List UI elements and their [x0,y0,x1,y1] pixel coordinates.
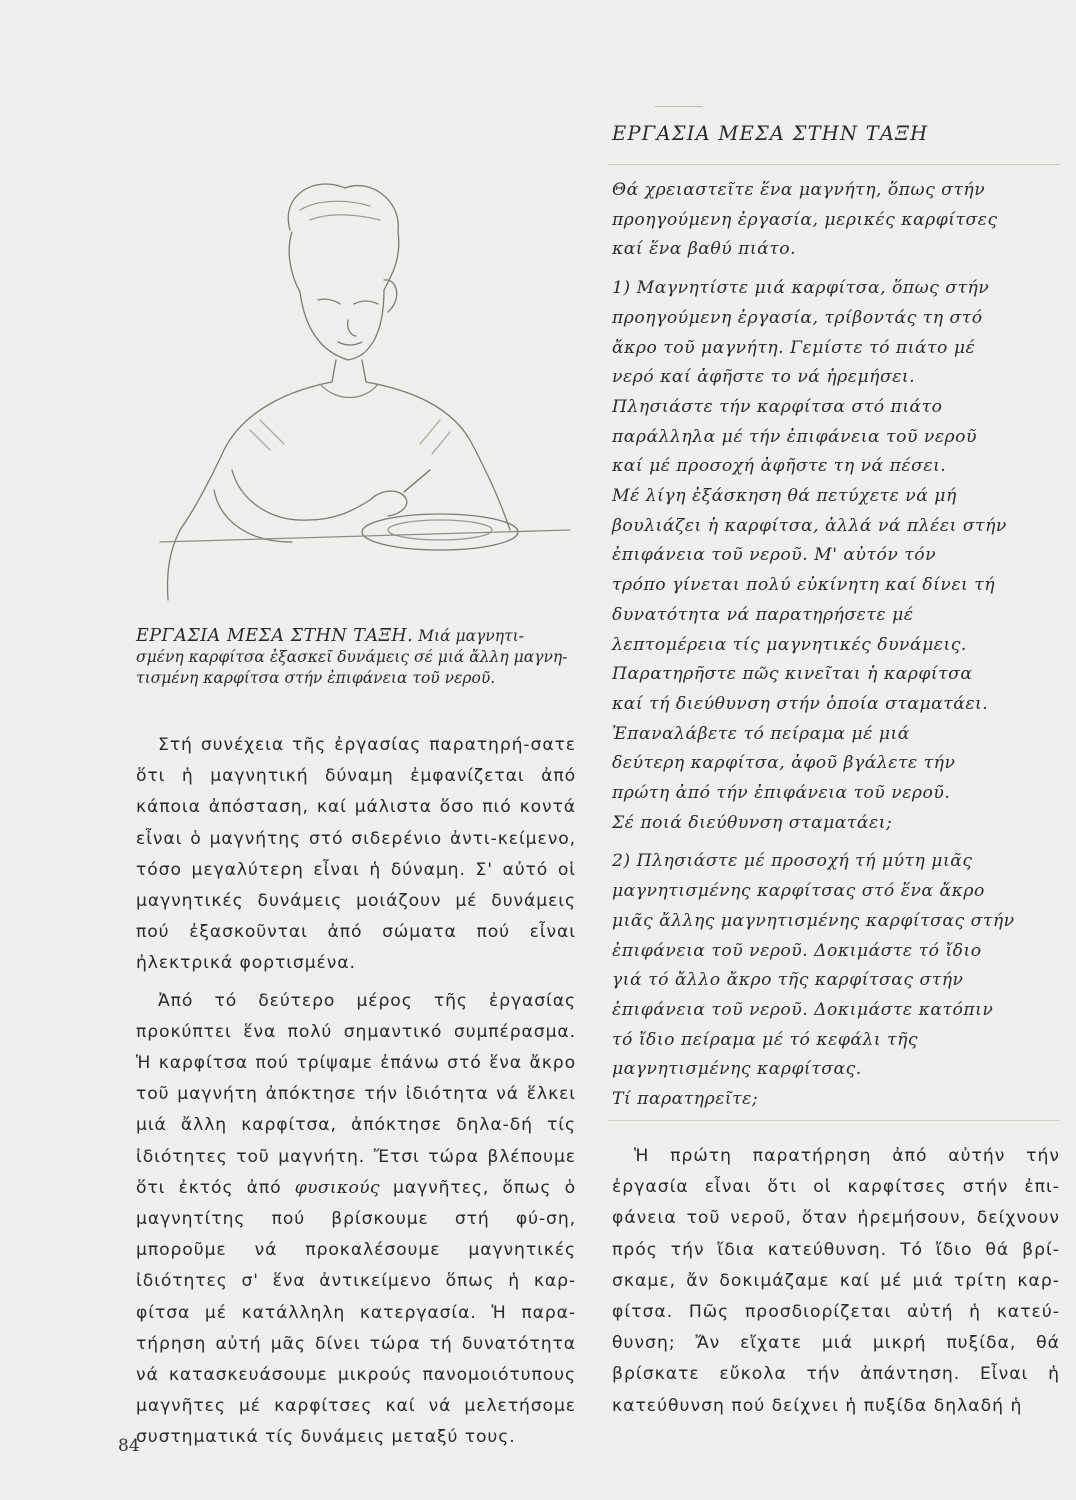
step2-line: γιά τό ἄλλο ἄκρο τῆς καρφίτσας στήν [612,970,964,991]
activity-box [612,176,1060,1115]
step2-line: μαγνητισμένης καρφίτσας στό ἕνα ἄκρο [612,881,985,902]
left-paragraph-1: Στή συνέχεια τῆς ἐργασίας παρατηρή-σατε ὅτι ἡ μαγνητική δύναμη ἐμφανίζεται ἀπό κάποια ἀπόσταση, καί μάλιστα ὅσο πιό κοντά εἶναι ὁ μαγνήτης στό σιδερένιο ἀντι-κείμενο, τόσο μεγαλύτερη εἶναι ἡ δύναμη. Σ' αὐτό οἱ μαγνητικές δυνάμεις μοιάζουν μέ δυνάμεις πού ἐξασκοῦνται ἀπό σώματα πού εἶναι ἠλεκτρικά φορτισμένα. [136,735,576,974]
step1-line: βουλιάζει ἡ καρφίτσα, ἀλλά νά πλέει στήν [612,515,1007,536]
left-paragraph-2-emphasis: φυσικούς [294,1177,380,1198]
step1-line: νερό καί ἀφῆστε το νά ἠρεμήσει. [612,367,916,388]
step1-line: παράλληλα μέ τήν ἐπιφάνεια τοῦ νεροῦ [612,426,977,447]
step1-line: Πλησιάστε τήν καρφίτσα στό πιάτο [612,396,943,417]
step1-line: πρώτη ἀπό τήν ἐπιφάνεια τοῦ νεροῦ. [612,783,951,804]
caption-text-3: τισμένη καρφίτσα στήν ἐπιφάνεια τοῦ νεροῦ. [136,669,496,687]
activity-intro-line: προηγούμενη ἐργασία, μερικές καρφίτσες [612,209,998,230]
left-paragraph-2 [136,986,576,1454]
right-paragraph: Ἡ πρώτη παρατήρηση ἀπό αὐτήν τήν ἐργασία εἶναι ὅτι οἱ καρφίτσες στήν ἐπι-φάνεια τοῦ νεροῦ, ὅταν ἠρεμήσουν, δείχνουν πρός τήν ἴδια κατεύθυνση. Τό ἴδιο θά βρί-σκαμε, ἄν δοκιμάζαμε καί μέ μιά τρίτη καρ-φίτσα. Πῶς προσδιορίζεται αὐτή ἡ κατεύ-θυνση; Ἄν εἴχατε μιά μικρή πυξίδα, θά βρίσκατε εὔκολα τήν ἀπάντηση. Εἶναι ἡ κατεύθυνση πού δείχνει ἡ πυξίδα δηλαδή ἡ [612,1146,1060,1416]
step1-line: Μέ λίγη ἐξάσκηση θά πετύχετε νά μή [612,486,957,507]
activity-title: ΕΡΓΑΣΙΑ ΜΕΣΑ ΣΤΗΝ ΤΑΞΗ [612,122,929,145]
step1-line: καί τή διεύθυνση στήν ὁποία σταματάει. [612,693,989,714]
caption-text-2: σμένη καρφίτσα ἐξασκεῖ δυνάμεις σέ μιά ἄλλη μαγνη- [136,648,568,666]
activity-intro-line: καί ἕνα βαθύ πιάτο. [612,239,797,260]
step2-line: ἐπιφάνεια τοῦ νεροῦ. Δοκιμάστε τό ἴδιο [612,940,982,961]
step1-line: δυνατότητα νά παρατηρήσετε μέ [612,604,914,625]
left-paragraph-2b: μαγνῆτες, ὅπως ὁ μαγνητίτης πού βρίσκουμε στή φύ-ση, μποροῦμε νά προκαλέσουμε μαγνητικές ἰδιότητες σ' ἕνα ἀντικείμενο ὅπως ἡ καρ-φίτσα μέ κατάλληλη κατεργασία. Ἡ παρα-τήρηση αὐτή μᾶς δίνει τώρα τή δυνατότητα νά κατασκευάσουμε μικρούς πανομοιότυπους μαγνῆτες μέ καρφίτσες καί νά μελετήσομε συστηματικά τίς δυνάμεις μεταξύ τους. [136,1177,576,1448]
step1-line: δεύτερη καρφίτσα, ἀφοῦ βγάλετε τήν [612,753,956,774]
page-number: 84 [118,1436,140,1456]
step1-line: λεπτομέρεια τίς μαγνητικές δυνάμεις. [612,634,967,655]
step2-line: μαγνητισμένης καρφίτσας. [612,1059,862,1080]
step1-line: καί μέ προσοχή ἀφῆστε τη νά πέσει. [612,456,947,477]
step1-line: Ἐπαναλάβετε τό πείραμα μέ μιά [612,723,910,744]
header-rule [655,106,703,107]
step1-line: ἄκρο τοῦ μαγνήτη. Γεμίστε τό πιάτο μέ [612,337,976,358]
figure-caption [136,626,584,689]
activity-rule-top [608,164,1060,165]
step2-line: Τί παρατηρεῖτε; [612,1089,759,1110]
step1-line: 1) Μαγνητίστε μιά καρφίτσα, ὅπως στήν [612,278,990,299]
step2-line: μιᾶς ἄλλης μαγνητισμένης καρφίτσας στήν [612,910,1015,931]
activity-intro-line: Θά χρειαστεῖτε ἕνα μαγνήτη, ὅπως στήν [612,180,986,200]
step1-line: ἐπιφάνεια τοῦ νεροῦ. Μ' αὐτόν τόν [612,545,937,566]
step2-line: 2) Πλησιάστε μέ προσοχή τή μύτη μιᾶς [612,851,973,872]
step1-line: Παρατηρῆστε πῶς κινεῖται ἡ καρφίτσα [612,664,973,685]
step1-line: προηγούμενη ἐργασία, τρίβοντάς τη στό [612,307,983,328]
step2-line: τό ἴδιο πείραμα μέ τό κεφάλι τῆς [612,1029,919,1050]
step1-line: τρόπο γίνεται πολύ εὐκίνητη καί δίνει τή [612,575,996,596]
right-column-body [612,1141,1060,1422]
left-paragraph-2a: Ἀπό τό δεύτερο μέρος τῆς ἐργασίας προκύπτει ἕνα πολύ σημαντικό συμπέρασμα. Ἡ καρφίτσα πού τρίψαμε ἐπάνω στό ἕνα ἄκρο τοῦ μαγνήτη ἀπόκτησε τήν ἰδιότητα νά ἕλκει μιά ἄλλη καρφίτσα, ἀπόκτησε δηλα-δή τίς ἰδιότητες τοῦ μαγνήτη. Ἔτσι τώρα βλέπουμε ὅτι ἐκτός ἀπό [136,990,576,1198]
child-with-plate-illustration [140,170,580,630]
caption-heading: ΕΡΓΑΣΙΑ ΜΕΣΑ ΣΤΗΝ ΤΑΞΗ. [136,626,414,646]
caption-text-1: Μιά μαγνητι- [418,627,524,645]
step2-line: ἐπιφάνεια τοῦ νεροῦ. Δοκιμάστε κατόπιν [612,999,994,1020]
step1-line: Σέ ποιά διεύθυνση σταματάει; [612,812,893,833]
left-column-body [136,730,576,1460]
activity-rule-bottom [608,1120,1060,1121]
